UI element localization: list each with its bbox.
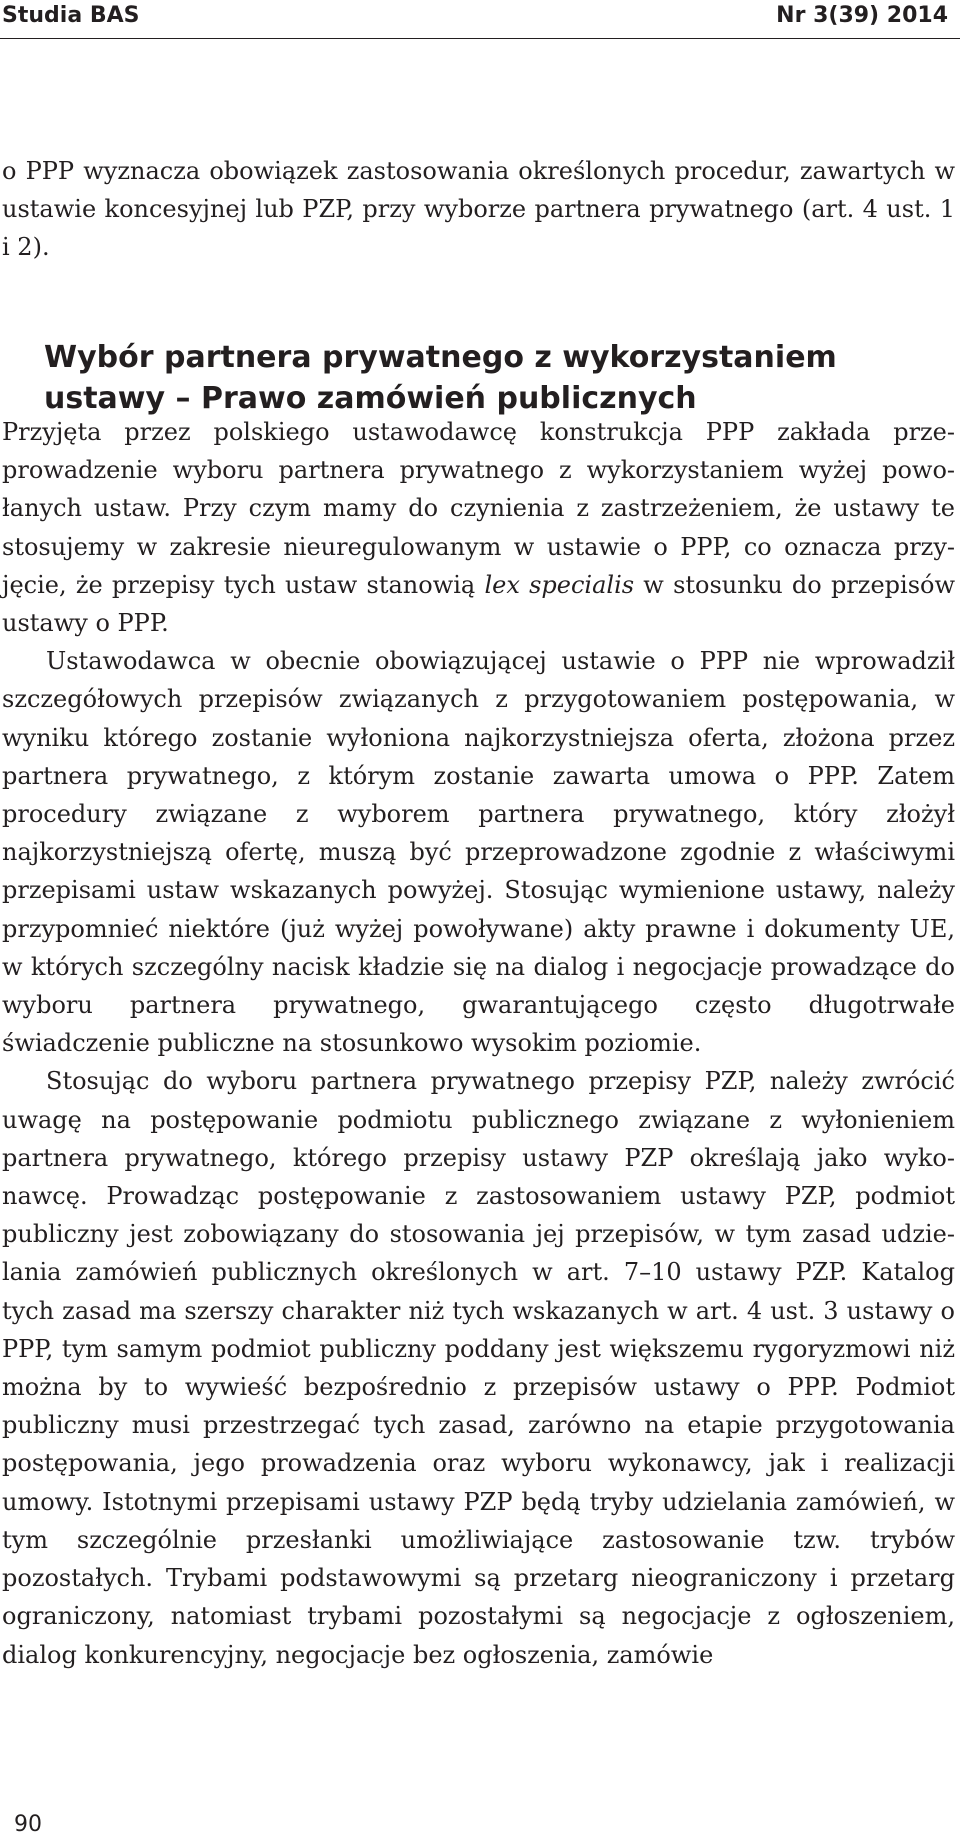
paragraph-1-text-end: w stosunku do przepisów ustawy o PPP. [2, 570, 955, 638]
body-paragraph-1 [2, 413, 955, 642]
issue-number: Nr 3(39) 2014 [776, 3, 948, 28]
section-heading: Wybór partnera prywatnego z wykorzystaniem ustawy – Prawo zamówień publicznych [44, 339, 837, 416]
body-paragraph-3: Stosując do wyboru partnera prywatnego przepisy PZP, należy zwrócić uwagę na postępowanie podmiotu publicznego związane z wyłonieniem partnera prywatnego, którego przepisy ustawy PZP określają jako wykonawcę. Prowadząc postępowanie z zastosowaniem ustawy PZP, podmiot publiczny jest zobowiązany do stosowania jej przepisów, w tym zasad udzielania zamówień publicznych określonych w art. 7–10 ustawy PZP. Katalog tych zasad ma szerszy charakter niż tych wskazanych w art. 4 ust. 3 ustawy o PPP, tym samym podmiot publiczny poddany jest większemu rygoryzmowi niż można by to wywieść bezpośrednio z przepisów ustawy o PPP. Podmiot publiczny musi przestrzegać tych zasad, zarówno na etapie przygotowania postępowania, jego prowadzenia oraz wyboru wykonawcy, jak i realizacji umowy. Istotnymi przepisami ustawy PZP będą tryby udzielania zamówień, w tym szczególnie przesłanki umożliwiające zastosowanie tzw. trybów pozostałych. Trybami podstawowymi są przetarg nieograniczony i przetarg ograniczony, natomiast trybami pozostałymi są negocjacje z ogłoszeniem, dialog konkurencyjny, negocjacje bez ogłoszenia, zamówie [2, 1067, 955, 1669]
section-body [2, 413, 955, 1674]
page-number: 90 [14, 1812, 42, 1837]
continued-paragraph: o PPP wyznacza obowiązek zastosowania określonych procedur, zawartych w ustawie koncesyjnej lub PZP, przy wyborze partnera prywatnego (art. 4 ust. 1 i 2). [2, 157, 955, 262]
journal-title: Studia BAS [2, 3, 140, 28]
body-paragraph-2: Ustawodawca w obecnie obowiązującej ustawie o PPP nie wprowadził szczegółowych przepisów związanych z przygotowaniem postępowania, w wyniku którego zostanie wyłoniona najkorzystniejsza oferta, złożona przez partnera prywatnego, z którym zostanie zawarta umowa o PPP. Zatem procedury związane z wyborem partnera prywatnego, który złożył najkorzystniejszą ofertę, muszą być przeprowadzone zgodnie z właściwymi przepisami ustaw wskazanych powyżej. Stosując wymienione ustawy, należy przypomnieć niektóre (już wyżej powoływane) akty prawne i dokumenty UE, w których szczególny nacisk kładzie się na dialog i negocjacje prowadzące do wyboru partnera prywatnego, gwarantującego często długotrwałe świadczenie publiczne na stosunkowo wysokim poziomie. [2, 647, 955, 1058]
running-header [0, 0, 960, 39]
paragraph-1-text: Przyjęta przez polskiego ustawodawcę konstrukcja PPP zakłada przeprowadzenie wyboru partnera prywatnego z wykorzystaniem wyżej powołanych ustaw. Przy czym mamy do czynienia z zastrzeżeniem, że ustawy te stosujemy w zakresie nieuregulowanym w ustawie o PPP, co oznacza przyjęcie, że przepisy tych ustaw stanowią [2, 418, 955, 599]
latin-term: lex specialis [484, 570, 635, 599]
